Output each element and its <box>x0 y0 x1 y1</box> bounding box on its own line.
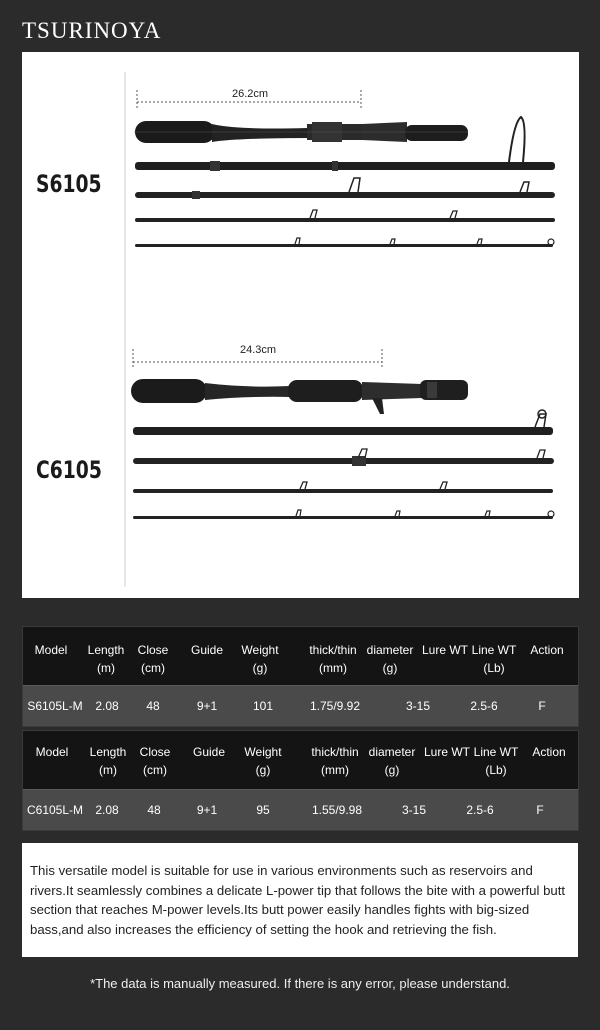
cell-weight: 101 <box>252 699 274 713</box>
cell-model: S6105L-M <box>27 699 83 713</box>
table-row <box>23 789 578 830</box>
header-length: Length (m) <box>89 745 127 777</box>
rod-section-c6105-2 <box>133 458 554 464</box>
cell-length: 2.08 <box>95 699 119 713</box>
spec-table-header <box>23 627 578 685</box>
product-image-panel <box>22 52 579 598</box>
cell-guide: 9+1 <box>196 803 218 817</box>
cell-weight: 95 <box>256 803 270 817</box>
model-label-s6105: S6105 <box>36 170 102 198</box>
rod-section-s6105-4 <box>135 244 553 247</box>
header-action: Action <box>530 643 564 657</box>
stripper-guide-s6105 <box>509 117 525 162</box>
spec-table-c6105 <box>22 730 579 831</box>
header-lure-wt: Lure WT <box>421 643 468 657</box>
header-action: Action <box>532 745 566 759</box>
rod-section-s6105-3 <box>135 218 555 222</box>
dimension-label-s6105: 26.2cm <box>232 88 269 100</box>
spec-table-header <box>23 731 578 789</box>
header-close: Close (cm) <box>137 643 169 675</box>
model-label-c6105: C6105 <box>36 456 102 484</box>
header-diameter: diameter (g) <box>368 745 416 777</box>
header-close: Close (cm) <box>139 745 171 777</box>
header-thick-thin: thick/thin (mm) <box>311 745 359 777</box>
cell-close: 48 <box>146 699 160 713</box>
header-weight: Weight (g) <box>244 745 282 777</box>
cell-action: F <box>536 803 544 817</box>
header-guide: Guide <box>192 745 226 759</box>
cell-lure-wt: 3-15 <box>405 699 431 713</box>
table-row <box>23 685 578 726</box>
header-model: Model <box>34 643 68 657</box>
header-line-wt: Line WT (Lb) <box>473 745 519 777</box>
brand-logo: TSURINOYA <box>22 18 162 43</box>
measurement-note: *The data is manually measured. If there is any error, please understand. <box>90 976 510 991</box>
rod-illustration <box>22 52 579 598</box>
rod-section-c6105-3 <box>133 489 553 493</box>
header-model: Model <box>35 745 69 759</box>
cell-thick-thin: 1.75/9.92 <box>309 699 361 713</box>
rod-section-c6105-1 <box>133 427 553 435</box>
header-thick-thin: thick/thin (mm) <box>309 643 357 675</box>
cell-model: C6105L-M <box>26 803 84 817</box>
dimension-label-c6105: 24.3cm <box>240 344 277 356</box>
cell-thick-thin: 1.55/9.98 <box>311 803 363 817</box>
cell-length: 2.08 <box>95 803 119 817</box>
header-weight: Weight (g) <box>241 643 279 675</box>
cell-close: 48 <box>147 803 161 817</box>
cell-line-wt: 2.5-6 <box>466 803 494 817</box>
cell-action: F <box>538 699 546 713</box>
cell-line-wt: 2.5-6 <box>470 699 498 713</box>
header-diameter: diameter (g) <box>366 643 414 675</box>
header-guide: Guide <box>190 643 224 657</box>
rod-section-c6105-4 <box>133 516 553 519</box>
product-description: This versatile model is suitable for use in various environments such as reservoirs and rivers.It seamlessly combines a delicate L-power tip that follows the bite with a powerful butt section that reaches M-power levels.Its butt power easily handles fights with big-sized bass,and also increases the efficiency of setting the hook and retrieving the fish. <box>22 843 578 957</box>
header-lure-wt: Lure WT <box>423 745 470 759</box>
spec-table-s6105 <box>22 626 579 727</box>
rod-handle-c6105 <box>131 379 468 414</box>
cell-lure-wt: 3-15 <box>401 803 427 817</box>
cell-guide: 9+1 <box>196 699 218 713</box>
rod-section-s6105-1 <box>135 162 555 170</box>
header-line-wt: Line WT (Lb) <box>471 643 517 675</box>
header-length: Length (m) <box>87 643 125 675</box>
rod-handle-s6105 <box>134 121 468 143</box>
